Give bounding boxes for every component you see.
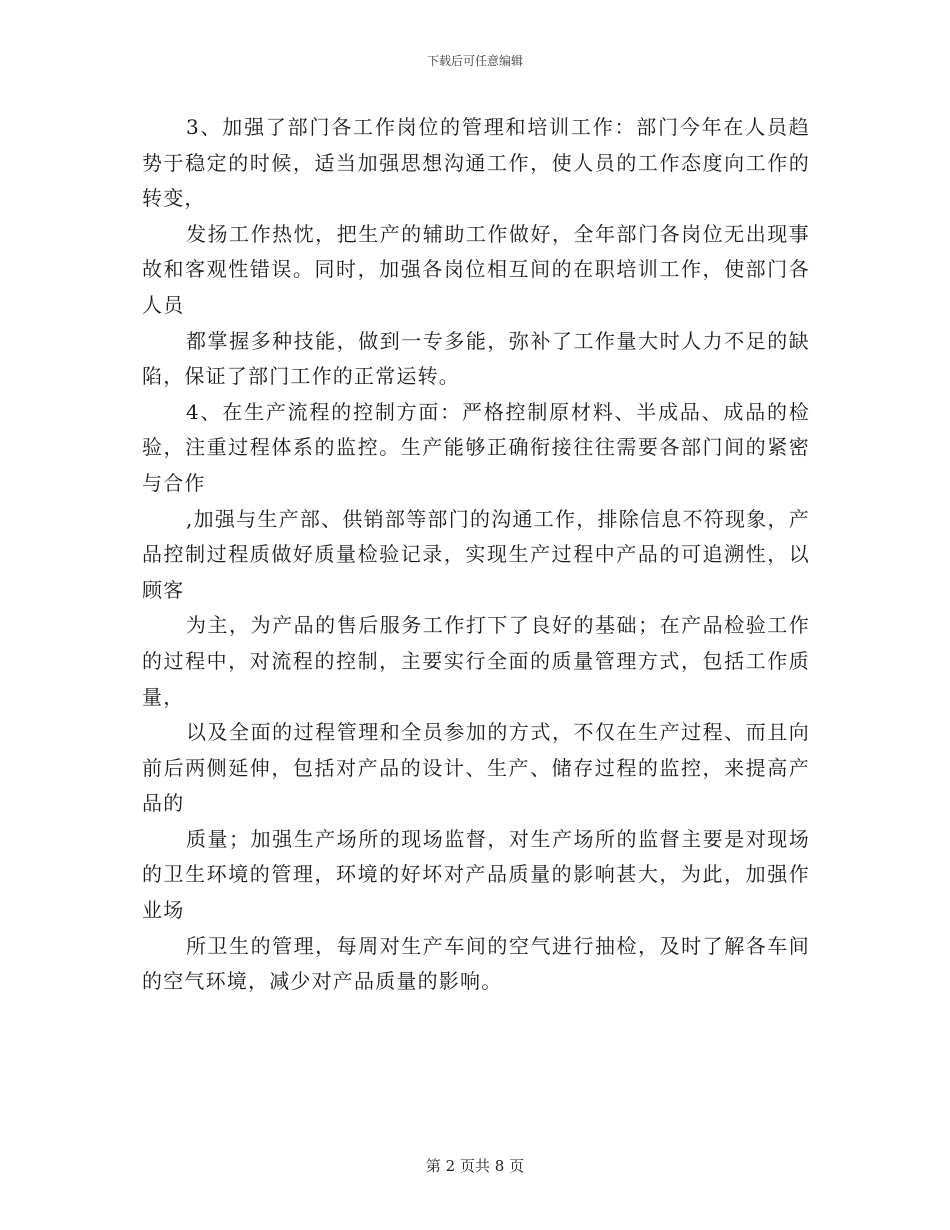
paragraph-9: 所卫生的管理，每周对生产车间的空气进行抽检，及时了解各车间的空气环境，减少对产品质量的影响。: [142, 933, 810, 994]
paragraph-4: 4、在生产流程的控制方面：严格控制原材料、半成品、成品的检验，注重过程体系的监控。生产能够正确衔接往往需要各部门间的紧密与合作: [142, 399, 810, 495]
page-number: 第 2 页共 8 页: [425, 1157, 525, 1175]
paragraph-2: 发扬工作热忱，把生产的辅助工作做好，全年部门各岗位无出现事故和客观性错误。同时，加强各岗位相互间的在职培训工作，使部门各人员: [142, 221, 810, 317]
document-body: [142, 110, 810, 1000]
paragraph-8: 质量；加强生产场所的现场监督，对生产场所的监督主要是对现场的卫生环境的管理，环境的好坏对产品质量的影响甚大，为此，加强作业场: [142, 826, 810, 923]
paragraph-6: 为主，为产品的售后服务工作打下了良好的基础；在产品检验工作的过程中，对流程的控制，主要实行全面的质量管理方式，包括工作质量，: [142, 613, 810, 709]
page-header-note: 下载后可任意编辑: [426, 54, 523, 68]
paragraph-5: ,加强与生产部、供销部等部门的沟通工作，排除信息不符现象，产品控制过程质做好质量检验记录，实现生产过程中产品的可追溯性，以顾客: [142, 506, 810, 602]
paragraph-7: 以及全面的过程管理和全员参加的方式，不仅在生产过程、而且向前后两侧延伸，包括对产品的设计、生产、储存过程的监控，来提高产品的: [142, 720, 810, 816]
paragraph-3: 都掌握多种技能，做到一专多能，弥补了工作量大时人力不足的缺陷，保证了部门工作的正常运转。: [142, 328, 810, 389]
paragraph-1: 3、加强了部门各工作岗位的管理和培训工作：部门今年在人员趋势于稳定的时候，适当加强思想沟通工作，使人员的工作态度向工作的转变，: [142, 115, 810, 211]
